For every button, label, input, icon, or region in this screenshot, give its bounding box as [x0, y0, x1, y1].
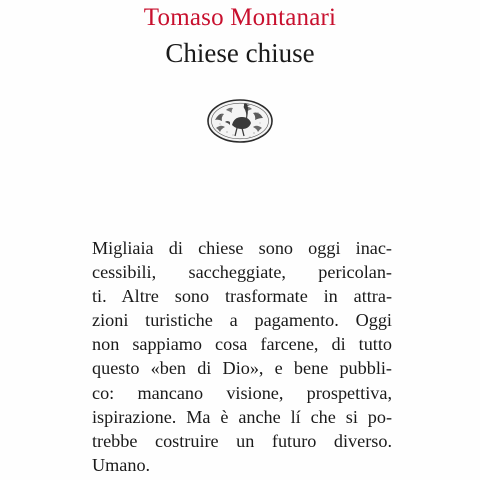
- blurb-line: zioni turistiche a pagamento. Oggi: [92, 310, 392, 331]
- blurb-line: cessibili, saccheggiate, pericolan-: [92, 262, 392, 283]
- cover-blurb: [92, 236, 392, 477]
- blurb-line: ti. Altre sono trasformate in attra-: [92, 286, 392, 307]
- blurb-line: co: mancano visione, prospettiva,: [92, 382, 392, 403]
- author-name: Tomaso Montanari: [143, 4, 337, 31]
- book-title: Chiese chiuse: [165, 38, 315, 68]
- blurb-line: Umano.: [92, 454, 151, 475]
- blurb-line: non sappiamo cosa farcene, di tutto: [92, 334, 392, 355]
- blurb-line: questo «ben di Dio», e bene pubbli-: [92, 358, 392, 379]
- blurb-line: trebbe costruire un futuro diverso.: [92, 430, 392, 451]
- blurb-line: ispirazione. Ma è anche lí che si po-: [92, 406, 392, 427]
- ostrich-emblem-icon: [206, 98, 274, 144]
- blurb-line: Migliaia di chiese sono oggi inac-: [92, 238, 392, 258]
